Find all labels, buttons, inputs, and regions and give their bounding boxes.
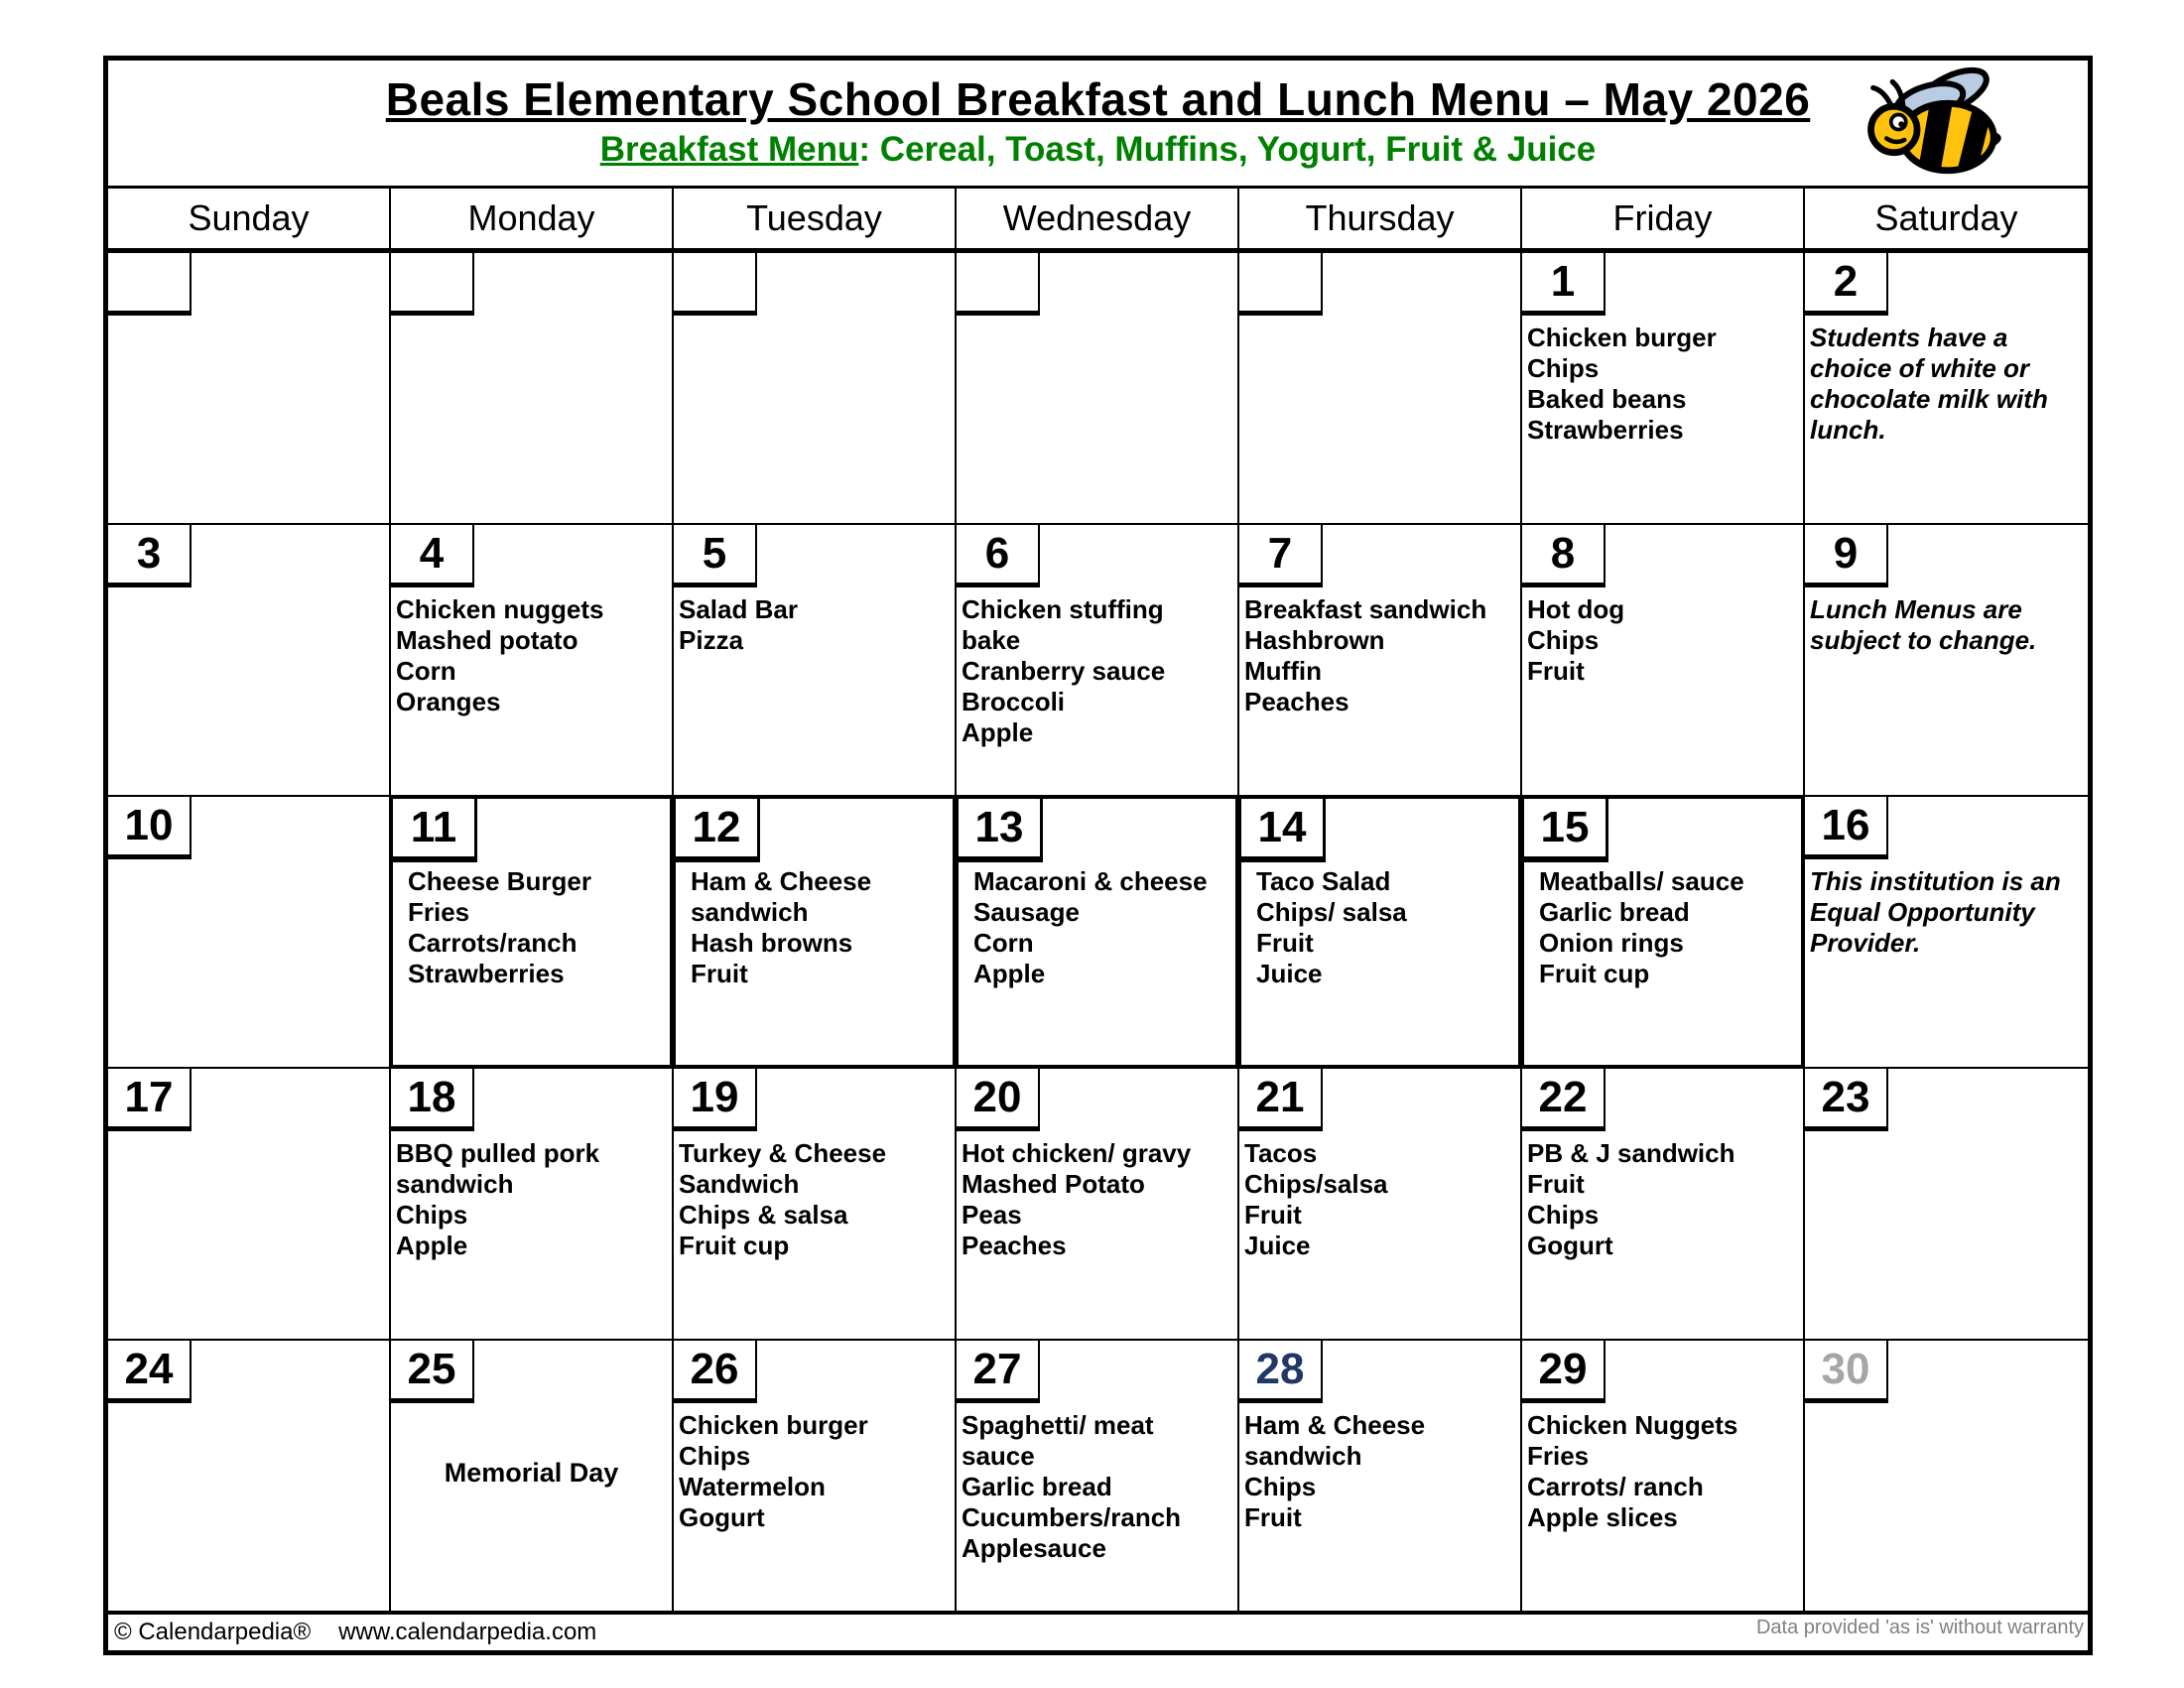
day-number-box <box>674 1341 757 1403</box>
menu-item: Muffin <box>1244 656 1322 686</box>
calendar-day-cell <box>1522 1341 1805 1613</box>
calendar-day-cell <box>957 1069 1239 1341</box>
menu-list <box>1522 1406 1803 1533</box>
menu-item: Tacos <box>1244 1138 1318 1168</box>
weekday-header-row <box>108 189 2088 253</box>
day-number-box <box>957 525 1040 587</box>
day-number-box <box>1241 799 1326 862</box>
day-number: 3 <box>136 529 162 578</box>
menu-item: Ham & Cheese sandwich <box>1244 1410 1426 1471</box>
calendar-day-cell <box>1239 1069 1522 1341</box>
day-number: 15 <box>1540 803 1590 851</box>
day-number-box <box>1522 253 1606 316</box>
calendar-day-cell <box>957 797 1239 1069</box>
menu-list <box>957 1134 1237 1261</box>
menu-item: Garlic bread <box>962 1472 1112 1501</box>
menu-item: Chips <box>1527 353 1600 383</box>
menu-list <box>1522 862 1803 989</box>
menu-item: Macaroni & cheese <box>973 866 1208 896</box>
calendar-day-cell <box>108 253 391 525</box>
menu-list <box>391 1134 672 1261</box>
calendar-day-cell <box>1805 1341 2088 1613</box>
menu-item: Juice <box>1256 959 1323 988</box>
weekday-thursday: Thursday <box>1239 189 1522 248</box>
menu-list <box>1522 1134 1803 1261</box>
day-number: 11 <box>410 803 457 851</box>
menu-item: Oranges <box>396 687 501 716</box>
day-number-box <box>959 799 1043 862</box>
menu-list <box>1805 862 2088 959</box>
calendar-day-cell <box>391 253 674 525</box>
weekday-sunday: Sunday <box>108 189 391 248</box>
breakfast-menu-label: Breakfast Menu <box>599 130 859 169</box>
calendar-day-cell <box>1805 797 2088 1069</box>
menu-item: Watermelon <box>679 1472 826 1501</box>
weekday-tuesday: Tuesday <box>674 189 957 248</box>
day-number-box <box>674 1069 757 1131</box>
menu-item: Cucumbers/ranch <box>962 1502 1182 1532</box>
menu-item: Ham & Cheese sandwich <box>691 866 872 927</box>
note-text: This institution is an Equal Opportunity Provider. <box>1810 866 2061 958</box>
day-number-box <box>1522 1341 1606 1403</box>
menu-item: Chips & salsa <box>679 1200 848 1230</box>
menu-item: Gogurt <box>1527 1231 1613 1260</box>
calendar <box>103 56 2093 1655</box>
menu-item: Carrots/ ranch <box>1527 1472 1704 1501</box>
menu-list <box>391 590 672 717</box>
calendar-day-cell <box>1522 525 1805 797</box>
calendar-day-cell <box>391 1341 674 1613</box>
day-number-box <box>1805 797 1888 859</box>
day-number: 19 <box>690 1073 739 1121</box>
menu-item: Broccoli <box>962 687 1066 716</box>
menu-item: Peaches <box>962 1231 1067 1260</box>
menu-item: Hot dog <box>1527 594 1625 624</box>
day-number: 8 <box>1550 529 1576 578</box>
calendar-day-cell <box>674 253 957 525</box>
menu-item: PB & J sandwich <box>1527 1138 1735 1168</box>
day-number: 18 <box>407 1073 456 1121</box>
day-number-box <box>1805 1341 1888 1403</box>
day-number-box <box>1239 1341 1323 1403</box>
menu-item: Corn <box>396 656 456 686</box>
calendar-day-cell <box>674 1341 957 1613</box>
calendar-day-cell <box>1805 253 2088 525</box>
menu-list <box>1522 590 1803 687</box>
calendar-day-cell <box>957 525 1239 797</box>
day-number: 27 <box>972 1345 1022 1393</box>
calendar-day-cell <box>108 1341 391 1613</box>
day-number: 22 <box>1538 1073 1588 1121</box>
menu-item: Strawberries <box>1527 415 1684 445</box>
menu-item: Chicken burger <box>1527 323 1717 352</box>
day-number: 23 <box>1821 1073 1870 1121</box>
menu-item: Juice <box>1244 1231 1311 1260</box>
calendar-day-cell <box>1239 253 1522 525</box>
menu-item: Apple slices <box>1527 1502 1678 1532</box>
day-number: 10 <box>124 801 174 849</box>
menu-list <box>674 1134 955 1261</box>
day-number-box <box>1239 1069 1323 1131</box>
menu-item: Pizza <box>679 625 744 655</box>
day-number: 7 <box>1267 529 1293 578</box>
day-number-box <box>1805 1069 1888 1131</box>
calendar-day-cell <box>1522 797 1805 1069</box>
day-number-box <box>957 253 1040 316</box>
menu-item: Taco Salad <box>1256 866 1391 896</box>
calendar-day-cell <box>1239 1341 1522 1613</box>
menu-item: Fruit cup <box>679 1231 790 1260</box>
menu-list <box>674 862 955 989</box>
day-number: 12 <box>692 803 741 851</box>
menu-item: Fries <box>408 897 470 927</box>
day-number: 20 <box>972 1073 1022 1121</box>
day-number-box <box>391 1069 474 1131</box>
day-number-box <box>108 253 192 316</box>
day-number: 13 <box>974 803 1024 851</box>
day-number-box <box>1239 525 1323 587</box>
day-number-box <box>393 799 477 862</box>
menu-item: Meatballs/ sauce <box>1539 866 1744 896</box>
menu-list <box>391 862 672 989</box>
calendar-header <box>108 61 2088 189</box>
day-number-box <box>108 525 192 587</box>
menu-item: Chicken burger <box>679 1410 868 1440</box>
footer-disclaimer: Data provided 'as is' without warranty <box>1755 1617 2084 1638</box>
menu-item: BBQ pulled pork sandwich <box>396 1138 600 1199</box>
menu-list <box>957 862 1237 989</box>
day-number-box <box>108 797 192 859</box>
note-text: Students have a choice of white or chocolate milk with lunch. <box>1810 323 2048 445</box>
calendar-grid <box>108 253 2088 1613</box>
menu-item: Hot chicken/ gravy <box>962 1138 1192 1168</box>
menu-item: Chips/ salsa <box>1256 897 1407 927</box>
menu-item: Apple <box>973 959 1046 988</box>
menu-item: Turkey & Cheese Sandwich <box>679 1138 887 1199</box>
calendar-day-cell <box>1522 1069 1805 1341</box>
menu-item: Fruit <box>1256 928 1314 958</box>
menu-item: Apple <box>962 717 1034 747</box>
menu-item: Chips <box>1527 625 1600 655</box>
day-number-box <box>1522 525 1606 587</box>
menu-item: Mashed potato <box>396 625 578 655</box>
weekday-monday: Monday <box>391 189 674 248</box>
day-number: 25 <box>407 1345 456 1393</box>
menu-item: Applesauce <box>962 1533 1106 1563</box>
menu-list <box>1239 1134 1520 1261</box>
menu-item: Gogurt <box>679 1502 765 1532</box>
menu-item: Spaghetti/ meat sauce <box>962 1410 1154 1471</box>
menu-item: Chips <box>679 1441 751 1471</box>
menu-item: Cheese Burger <box>408 866 591 896</box>
menu-item: Garlic bread <box>1539 897 1690 927</box>
menu-item: Onion rings <box>1539 928 1684 958</box>
day-number: 4 <box>419 529 445 578</box>
day-number: 21 <box>1255 1073 1305 1121</box>
calendar-day-cell <box>1522 253 1805 525</box>
day-number-box <box>1805 253 1888 316</box>
calendar-day-cell <box>108 797 391 1069</box>
holiday-label: Memorial Day <box>444 1458 619 1488</box>
menu-list <box>1805 590 2088 656</box>
day-number-box <box>108 1341 192 1403</box>
day-number-box <box>1522 1069 1606 1131</box>
menu-item: Breakfast sandwich <box>1244 594 1487 624</box>
menu-list <box>1239 1406 1520 1533</box>
menu-item: Fruit <box>1244 1200 1302 1230</box>
menu-item: Chips <box>396 1200 468 1230</box>
menu-item: Hashbrown <box>1244 625 1385 655</box>
calendar-day-cell <box>674 525 957 797</box>
day-number-box <box>674 525 757 587</box>
day-number: 24 <box>124 1345 174 1393</box>
day-number-box <box>108 1069 192 1131</box>
day-number-box <box>957 1069 1040 1131</box>
day-number-box <box>1239 253 1323 316</box>
day-number-box <box>391 1341 474 1403</box>
menu-item: Chicken stuffing bake <box>962 594 1164 655</box>
calendar-day-cell <box>108 525 391 797</box>
menu-item: Apple <box>396 1231 468 1260</box>
day-number-box <box>676 799 760 862</box>
menu-item: Chicken Nuggets <box>1527 1410 1738 1440</box>
menu-list <box>1805 319 2088 446</box>
menu-list <box>957 590 1237 748</box>
breakfast-menu-line <box>108 130 2088 170</box>
day-number: 16 <box>1821 801 1870 849</box>
calendar-day-cell <box>674 1069 957 1341</box>
day-number: 26 <box>690 1345 739 1393</box>
menu-item: Chips <box>1527 1200 1600 1230</box>
footer-copyright <box>114 1619 596 1646</box>
menu-item: Chips/salsa <box>1244 1169 1388 1199</box>
menu-list <box>1239 590 1520 717</box>
footer-brand: © Calendarpedia® <box>114 1619 312 1645</box>
menu-item: Peas <box>962 1200 1022 1230</box>
menu-item: Fruit cup <box>1539 959 1650 988</box>
menu-item: Fruit <box>1244 1502 1302 1532</box>
day-number: 6 <box>984 529 1010 578</box>
menu-item: Peaches <box>1244 687 1349 716</box>
bee-icon <box>1860 63 2016 182</box>
calendar-day-cell <box>1239 797 1522 1069</box>
day-number-box <box>1805 525 1888 587</box>
menu-item: Fruit <box>1527 656 1585 686</box>
day-number-box <box>391 525 474 587</box>
calendar-day-cell <box>1805 1069 2088 1341</box>
day-number: 29 <box>1538 1345 1588 1393</box>
footer-url: www.calendarpedia.com <box>338 1619 597 1645</box>
calendar-day-cell <box>391 797 674 1069</box>
menu-item: Carrots/ranch <box>408 928 578 958</box>
menu-item: Fries <box>1527 1441 1590 1471</box>
menu-list <box>957 1406 1237 1564</box>
menu-item: Fruit <box>691 959 748 988</box>
menu-item: Chips <box>1244 1472 1317 1501</box>
page-title: Beals Elementary School Breakfast and Lunch Menu – May 2026 <box>385 73 1811 125</box>
day-number: 5 <box>702 529 727 578</box>
day-number: 14 <box>1257 803 1307 851</box>
menu-item: Cranberry sauce <box>962 656 1166 686</box>
weekday-wednesday: Wednesday <box>957 189 1239 248</box>
calendar-footer <box>108 1613 2088 1650</box>
note-text: Lunch Menus are subject to change. <box>1810 594 2037 655</box>
menu-item: Mashed Potato <box>962 1169 1145 1199</box>
day-number: 2 <box>1833 257 1859 306</box>
menu-list <box>1239 862 1520 989</box>
menu-item: Corn <box>973 928 1034 958</box>
weekday-friday: Friday <box>1522 189 1805 248</box>
day-number: 30 <box>1821 1345 1870 1393</box>
calendar-day-cell <box>1239 525 1522 797</box>
menu-item: Fruit <box>1527 1169 1585 1199</box>
menu-item: Baked beans <box>1527 384 1687 414</box>
menu-item: Salad Bar <box>679 594 798 624</box>
day-number: 1 <box>1550 257 1576 306</box>
day-number: 17 <box>124 1073 174 1121</box>
menu-list <box>674 1406 955 1533</box>
calendar-day-cell <box>957 1341 1239 1613</box>
calendar-day-cell <box>391 1069 674 1341</box>
day-number: 28 <box>1255 1345 1305 1393</box>
calendar-day-cell <box>108 1069 391 1341</box>
calendar-day-cell <box>391 525 674 797</box>
calendar-day-cell <box>674 797 957 1069</box>
day-number: 9 <box>1833 529 1859 578</box>
menu-list <box>674 590 955 656</box>
day-number-box <box>391 253 474 316</box>
calendar-day-cell <box>957 253 1239 525</box>
breakfast-menu-items: : Cereal, Toast, Muffins, Yogurt, Fruit & Juice <box>858 130 1597 169</box>
calendar-day-cell <box>1805 525 2088 797</box>
day-number-box <box>674 253 757 316</box>
day-number-box <box>957 1341 1040 1403</box>
menu-list <box>1522 319 1803 446</box>
day-number-box <box>1524 799 1608 862</box>
menu-item: Sausage <box>973 897 1080 927</box>
menu-item: Hash browns <box>691 928 853 958</box>
menu-item: Strawberries <box>408 959 565 988</box>
menu-item: Chicken nuggets <box>396 594 604 624</box>
weekday-saturday: Saturday <box>1874 197 2018 238</box>
